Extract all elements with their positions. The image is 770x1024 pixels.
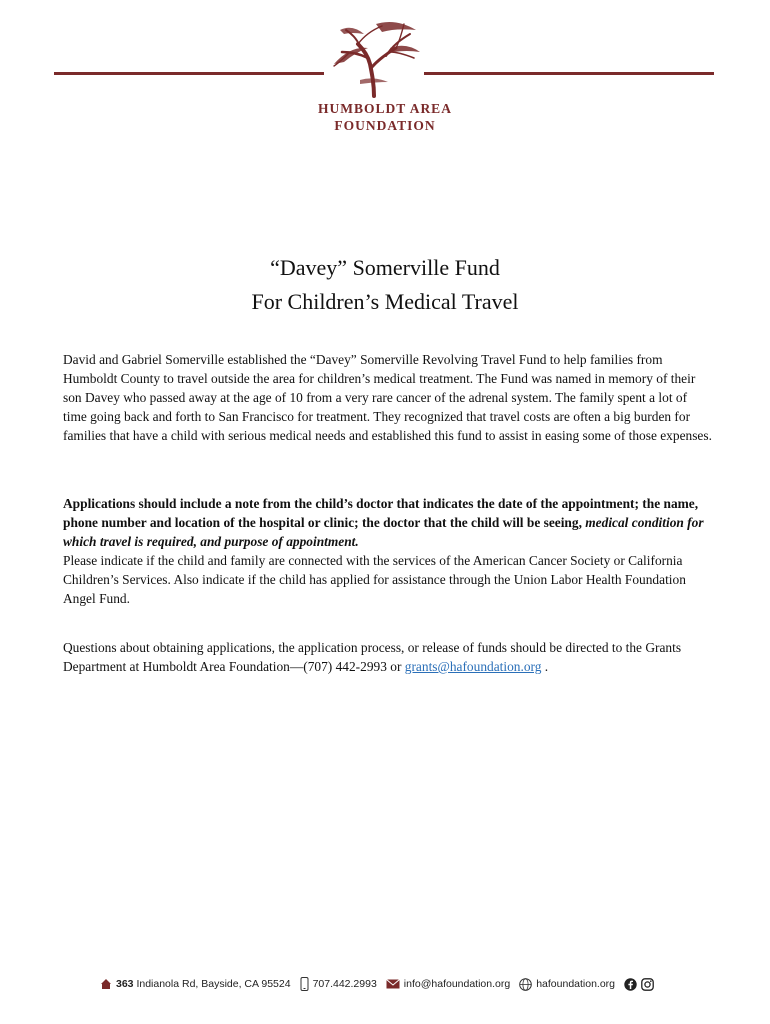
fund-subtitle: For Children’s Medical Travel (251, 289, 519, 314)
header-rule-left (54, 72, 324, 75)
grants-email-link[interactable]: grants@hafoundation.org (404, 659, 542, 674)
footer-website (519, 978, 615, 991)
footer-address (100, 978, 291, 990)
facebook-icon[interactable] (624, 978, 637, 991)
application-requirements-emphasis: medical condition for which travel is required, and purpose of appointment. (63, 515, 704, 549)
application-paragraph (63, 494, 713, 608)
footer-contact-bar (100, 975, 680, 993)
contact-text: Questions about obtaining applications, the application process, or release of funds should be directed to the Grants Department at Humboldt Area Foundation—(707) 442-2993 or (63, 640, 682, 674)
footer-phone (300, 977, 377, 991)
footer-phone-number: 707.442.2993 (312, 978, 377, 990)
globe-icon (519, 978, 532, 991)
org-name-line1: HUMBOLDT AREA (318, 101, 452, 116)
instagram-icon[interactable] (641, 978, 654, 991)
fund-title: “Davey” Somerville Fund (270, 255, 500, 280)
org-name-line2: FOUNDATION (334, 118, 436, 133)
footer-address-number: 363 (116, 978, 134, 990)
phone-icon (300, 977, 309, 991)
contact-end: . (541, 659, 549, 674)
footer-website-url[interactable]: hafoundation.org (536, 978, 616, 990)
home-icon (100, 978, 112, 990)
footer-address-street: Indianola Rd, Bayside, CA 95524 (136, 978, 291, 990)
tree-logo-icon (330, 18, 422, 98)
mail-icon (386, 979, 400, 989)
application-additional-info: Please indicate if the child and family are connected with the services of the American Cancer Society or California Children’s Services. Also indicate if the child has applied for assistance through the Union Labor Health Foundation Angel Fund. (63, 553, 686, 606)
contact-paragraph (63, 638, 713, 676)
intro-paragraph: David and Gabriel Somerville established the “Davey” Somerville Revolving Travel Fund to help families from Humboldt County to travel outside the area for children’s medical treatment. The Fund was named in memory of their son Davey who passed away at the age of 10 from a very rare cancer of the adrenal system. The family spent a lot of time going back and forth to San Francisco for treatment. They recognized that travel costs are often a big burden for families that have a child with serious medical needs and established this fund to assist in easing some of those expenses. (63, 352, 712, 443)
header-rule-right (424, 72, 714, 75)
application-requirements-bold: Applications should include a note from the child’s doctor that indicates the date of the appointment; the name, phone number and location of the hospital or clinic; the doctor that the child will be seeing, (63, 496, 699, 530)
footer-email-address[interactable]: info@hafoundation.org (403, 978, 511, 990)
footer-email (386, 978, 510, 990)
